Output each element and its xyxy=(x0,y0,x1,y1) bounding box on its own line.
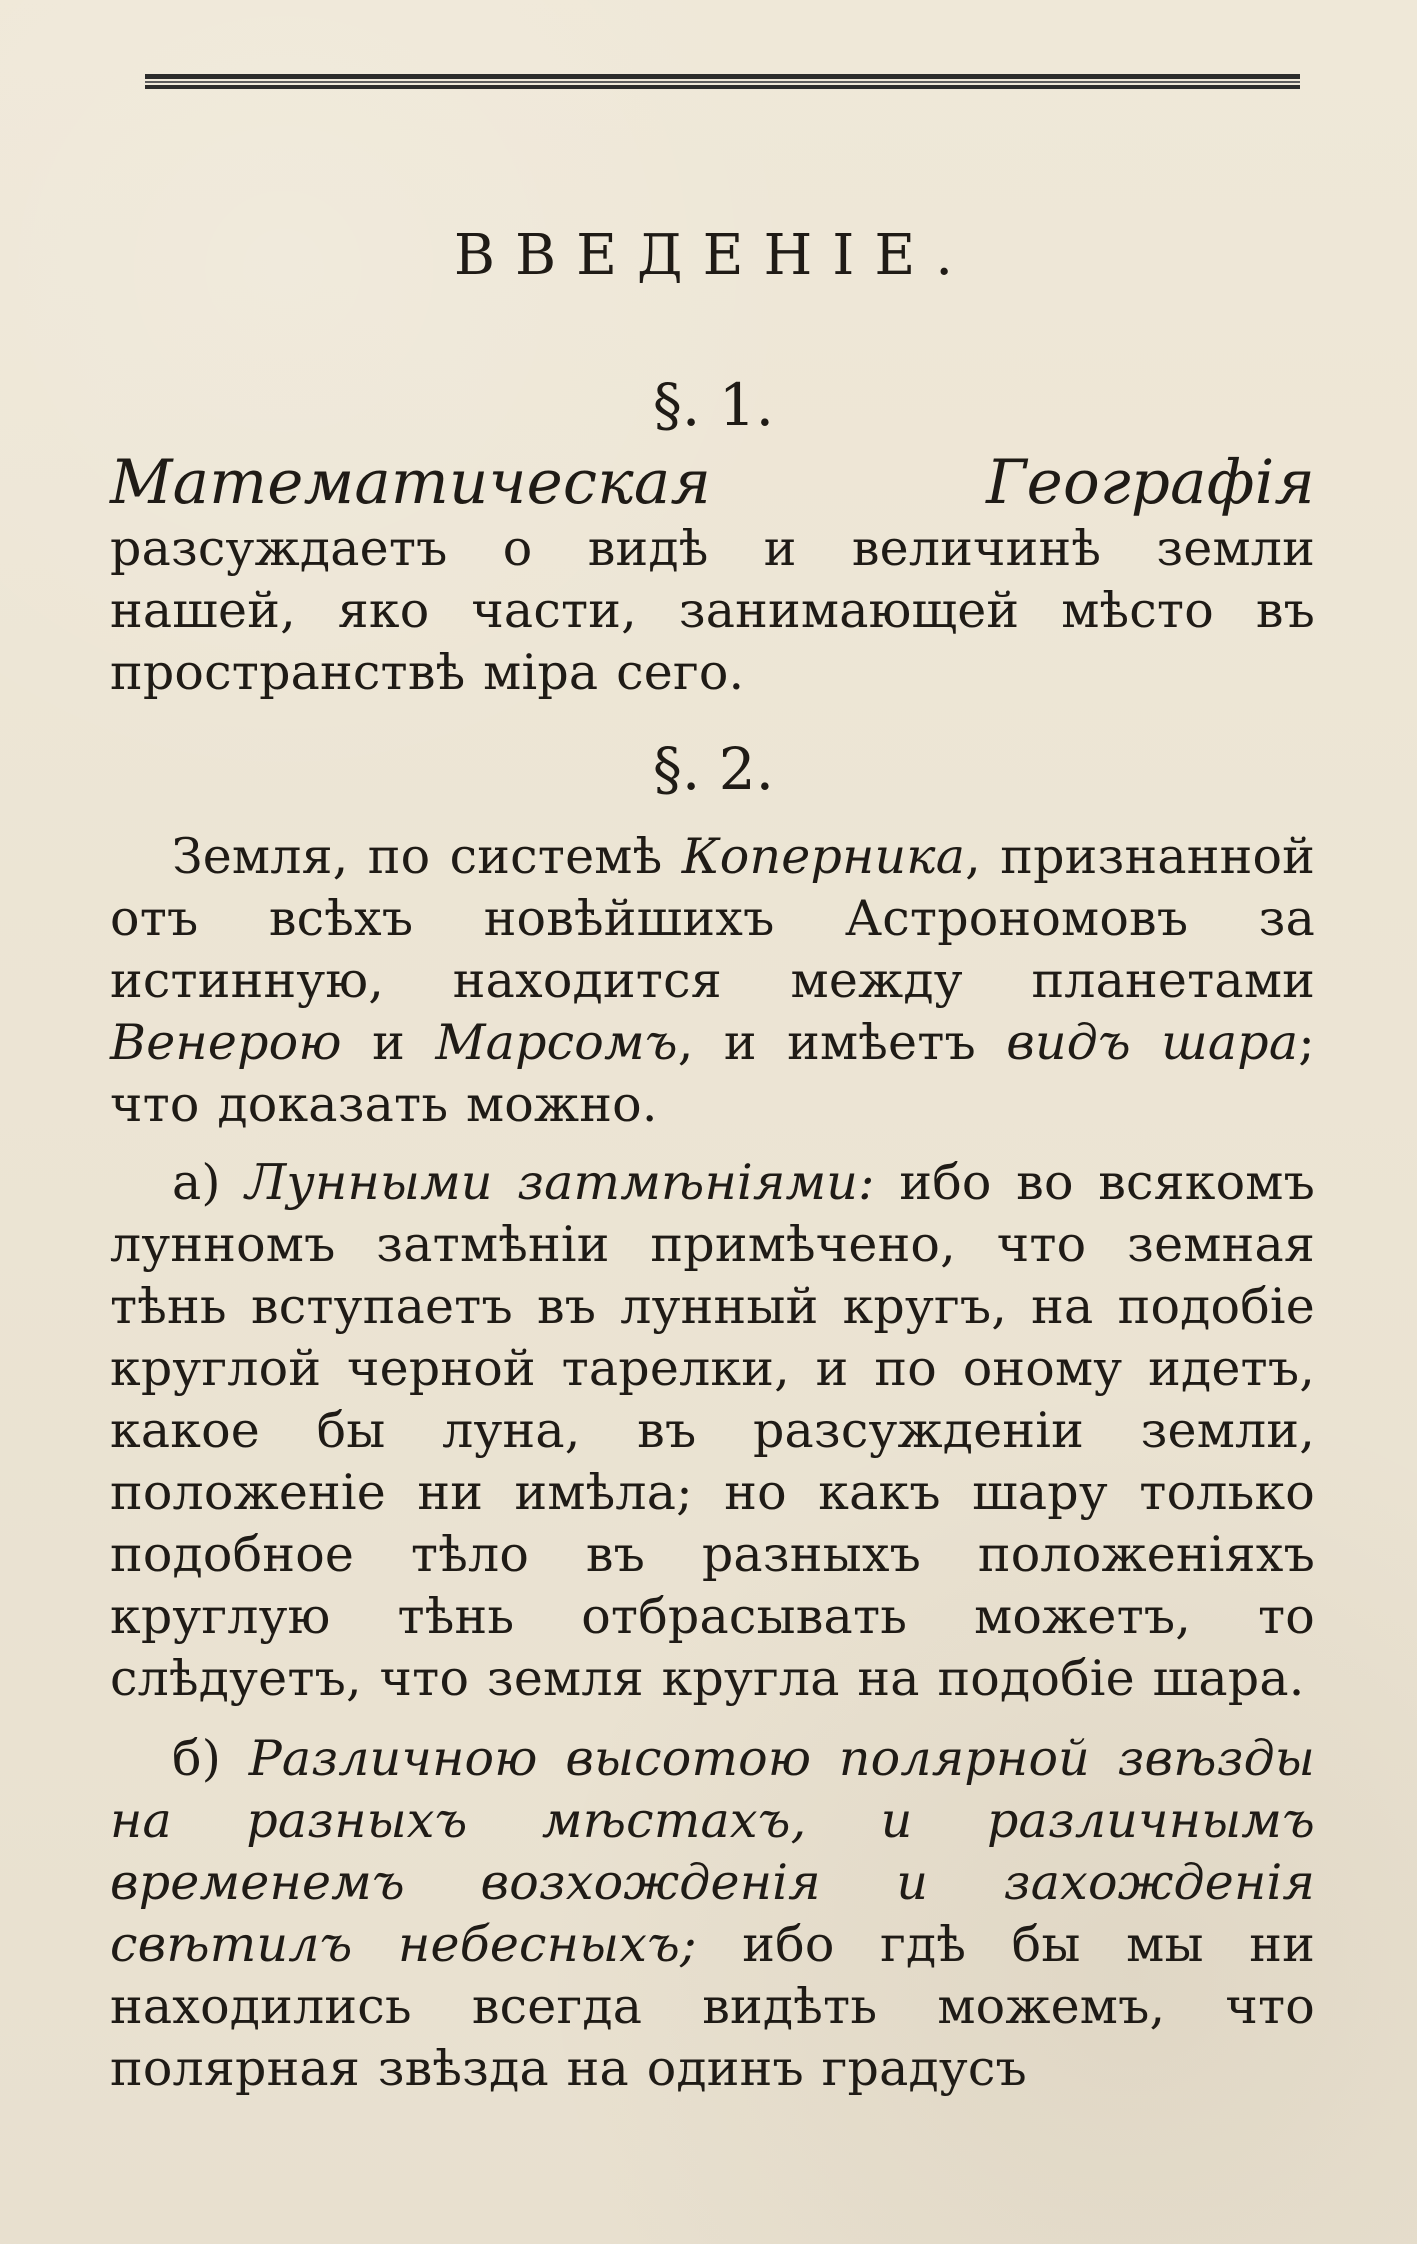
paragraph-2-emphasis-2: Венерою xyxy=(110,1014,342,1071)
paragraph-2-part-3: и xyxy=(341,1014,436,1071)
paragraph-1-emphasis: Математическая Географія xyxy=(110,447,1315,518)
paragraph-3-emphasis: Лунными затмѣніями: xyxy=(245,1154,875,1211)
paragraph-2-emphasis-3: Марсомъ xyxy=(435,1014,678,1071)
paragraph-2-emphasis-4: видъ шара xyxy=(1006,1014,1299,1071)
paragraph-1 xyxy=(110,447,1315,704)
paragraph-3-prefix: а) xyxy=(172,1154,246,1211)
paragraph-1-text: разсуждаетъ о видѣ и величинѣ земли нашей, яко части, занимающей мѣсто въ пространствѣ міра сего. xyxy=(110,520,1315,701)
top-ornamental-rule xyxy=(145,72,1300,90)
paragraph-4 xyxy=(110,1728,1315,2100)
paragraph-3 xyxy=(110,1152,1315,1710)
paragraph-4-prefix: б) xyxy=(172,1730,249,1787)
paragraph-2-part-2: , признанной отъ всѣхъ новѣйшихъ Астрономовъ за истинную, находится между планетами xyxy=(110,828,1316,1009)
section-mark-1: §. 1. xyxy=(652,371,775,439)
paragraph-3-text: ибо во всякомъ лунномъ затмѣніи примѣчено, что земная тѣнь вступаетъ въ лунный кругъ, на подобіе круглой черной тарелки, и по оному идетъ, какое бы луна, въ разсужденіи земли, положеніе ни имѣла; но какъ шару только подобное тѣло въ разныхъ положеніяхъ круглую тѣнь отбрасывать можетъ, то слѣдуетъ, что земля кругла на подобіе шара. xyxy=(110,1154,1315,1707)
paragraph-2-part-5: ; что доказать можно. xyxy=(110,1014,1315,1133)
paragraph-4-text: ибо гдѣ бы мы ни находились всегда видѣть можемъ, что полярная звѣзда на одинъ градусъ xyxy=(110,1916,1315,2097)
paragraph-2-part-1: Земля, по системѣ xyxy=(172,828,682,885)
page-heading: ВВЕДЕНІЕ. xyxy=(453,223,974,288)
section-mark-2: §. 2. xyxy=(652,735,775,803)
paragraph-2-emphasis-1: Коперника xyxy=(681,828,966,885)
paragraph-4-emphasis: Различною высотою полярной звѣзды на разныхъ мѣстахъ, и различнымъ временемъ возхожденія и захожденія свѣтилъ небесныхъ; xyxy=(110,1730,1315,1973)
paragraph-2-part-4: , и имѣетъ xyxy=(677,1014,1007,1071)
paragraph-2 xyxy=(110,826,1315,1136)
